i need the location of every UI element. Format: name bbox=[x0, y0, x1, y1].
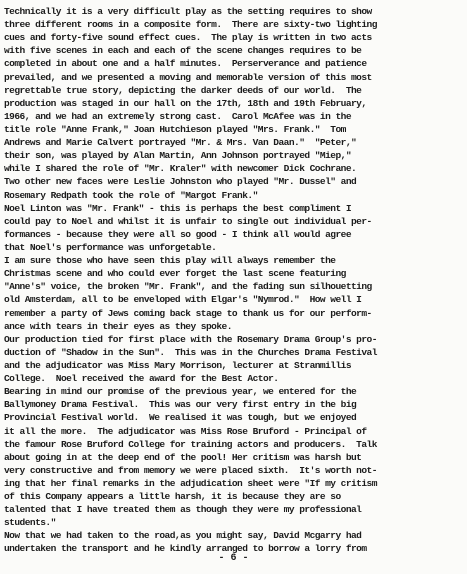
text-line: talented that I have treated them as though they were my professional bbox=[4, 504, 362, 516]
text-line: ance with tears in their eyes as they spoke. bbox=[4, 320, 232, 332]
body-text bbox=[4, 5, 464, 556]
text-line: completed in about one and a half minutes. Perserverance and patience bbox=[4, 58, 367, 70]
text-line: while I shared the role of "Mr. Kraler" with newcomer Dick Cochrane. bbox=[4, 163, 357, 175]
text-line: Technically it is a very difficult play as the setting requires to show bbox=[4, 6, 372, 17]
text-line: Ballymoney Drama Festival. This was our very first entry in the big bbox=[4, 399, 357, 411]
text-line: students." bbox=[4, 517, 56, 529]
text-line: remember a party of Jews coming back stage to thank us for our perform- bbox=[4, 307, 372, 319]
text-line: ing that her final remarks in the adjudication sheet were "If my critism bbox=[4, 477, 377, 489]
text-line: Bearing in mind our promise of the previous year, we entered for the bbox=[4, 386, 357, 398]
text-line: old Amsterdam, all to be enveloped with Elgar's "Nymrod." How well I bbox=[4, 294, 362, 306]
text-line: College. Noel received the award for the Best Actor. bbox=[4, 373, 279, 385]
text-line: Provincial Festival world. We realised it was tough, but we enjoyed bbox=[4, 412, 357, 424]
text-line: it all the more. The adjudicator was Miss Rose Bruford - Principal of bbox=[4, 425, 367, 437]
text-line: the famour Rose Bruford College for training actors and producers. Talk bbox=[4, 438, 377, 450]
text-line: and the adjudicator was Miss Mary Morrison, lecturer at Stranmillis bbox=[4, 359, 351, 371]
text-line: cues and forty-five sound effect cues. The play is written in two acts bbox=[4, 32, 372, 44]
text-line: Andrews and Marie Calvert portrayed "Mr. & Mrs. Van Daan." "Peter," bbox=[4, 137, 357, 149]
text-line: could pay to Noel and whilst it is unfair to single out individual per- bbox=[4, 215, 372, 227]
text-line: production was staged in our hall on the 17th, 18th and 19th February, bbox=[4, 97, 367, 109]
text-line: Now that we had taken to the road,as you might say, David Mcgarry had bbox=[4, 530, 362, 542]
text-line: Rosemary Redpath took the role of "Margot Frank." bbox=[4, 189, 258, 201]
text-line: Christmas scene and who could ever forget the last scene featuring bbox=[4, 268, 346, 280]
text-line: Two other new faces were Leslie Johnston who played "Mr. Dussel" and bbox=[4, 176, 357, 188]
text-line: regrettable true story, depicting the darker deeds of our world. The bbox=[4, 84, 362, 96]
text-line: 1966, and we had an extremely strong cast. Carol McAfee was in the bbox=[4, 110, 351, 122]
text-line: three different rooms in a composite form. There are sixty-two lighting bbox=[4, 19, 377, 31]
text-line: of this Company appears a little harsh, it is because they are so bbox=[4, 491, 341, 503]
text-line: about going in at the deep end of the pool! Her critism was harsh but bbox=[4, 451, 362, 463]
text-line: undertaken the transport and he kindly arranged to borrow a lorry from bbox=[4, 543, 367, 555]
text-line: I am sure those who have seen this play will always remember the bbox=[4, 255, 336, 267]
text-line: very constructive and from memory we were placed sixth. It's worth not- bbox=[4, 464, 377, 476]
text-line: title role "Anne Frank," Joan Hutchieson played "Mrs. Frank." Tom bbox=[4, 123, 346, 135]
text-line: formances - because they were all so good - I think all would agree bbox=[4, 228, 351, 240]
text-line: "Anne's" voice, the broken "Mr. Frank", and the fading sun silhouetting bbox=[4, 281, 372, 293]
text-line: Our production tied for first place with the Rosemary Drama Group's pro- bbox=[4, 333, 377, 345]
text-line: that Noel's performance was unforgetable. bbox=[4, 241, 217, 253]
text-line: with five scenes in each and each of the scene changes requires to be bbox=[4, 45, 362, 57]
text-line: Noel Linton was "Mr. Frank" - this is perhaps the best compliment I bbox=[4, 202, 351, 214]
text-line: their son, was played by Alan Martin, Ann Johnson portrayed "Miep," bbox=[4, 150, 351, 162]
page-number: - 6 - bbox=[218, 553, 249, 564]
text-line: duction of "Shadow in the Sun". This was in the Churches Drama Festival bbox=[4, 346, 377, 358]
text-line: prevailed, and we presented a moving and memorable version of this most bbox=[4, 71, 372, 83]
